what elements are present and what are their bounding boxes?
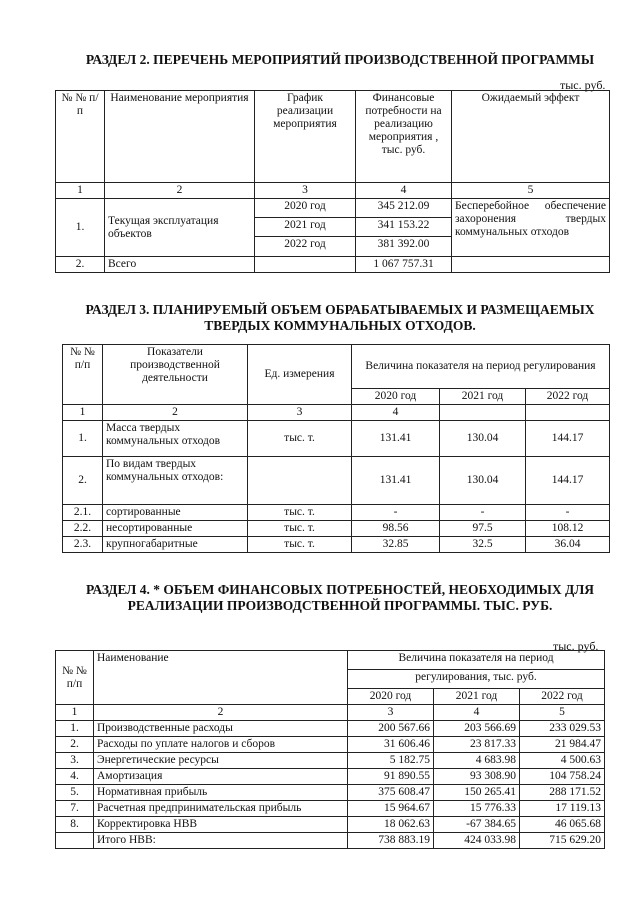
section3-header-row — [63, 345, 610, 389]
row-value: 32.85 — [352, 537, 440, 553]
table-row — [56, 769, 605, 785]
row-num: 8. — [56, 817, 94, 833]
row-value: 200 567.66 — [348, 721, 434, 737]
colnum: 1 — [56, 705, 94, 721]
row-empty — [526, 405, 610, 421]
row-value: 21 984.47 — [520, 737, 605, 753]
table-row — [63, 421, 610, 457]
row-value: 15 776.33 — [434, 801, 520, 817]
table-row — [63, 457, 610, 505]
row-value: 130.04 — [440, 421, 526, 457]
colnum: 2 — [103, 405, 248, 421]
row-value: 5 182.75 — [348, 753, 434, 769]
row-value: 288 171.52 — [520, 785, 605, 801]
header-year: 2020 год — [348, 689, 434, 705]
header-year: 2022 год — [526, 389, 610, 405]
row-value: 18 062.63 — [348, 817, 434, 833]
colnum: 4 — [356, 183, 452, 199]
row-value: 104 758.24 — [520, 769, 605, 785]
colnum: 5 — [520, 705, 605, 721]
row-year: 2022 год — [255, 237, 356, 257]
colnum: 2 — [105, 183, 255, 199]
header-unit: Ед. измерения — [248, 345, 352, 405]
header-fin: Финансовые потребности на реализацию мероприятия , тыс. руб. — [356, 91, 452, 183]
row-unit — [248, 457, 352, 505]
row-effect: Бесперебойное обеспечение захоронения твердых коммунальных отходов — [452, 199, 610, 257]
header-year: 2021 год — [434, 689, 520, 705]
row-value: 424 033.98 — [434, 833, 520, 849]
row-value: 91 890.55 — [348, 769, 434, 785]
row-num: 2. — [56, 257, 105, 273]
row-num: 5. — [56, 785, 94, 801]
colnum: 1 — [63, 405, 103, 421]
row-name: По видам твердых коммунальных отходов: — [103, 457, 248, 505]
table-row — [56, 737, 605, 753]
row-value: 32.5 — [440, 537, 526, 553]
header-period-line1: Величина показателя на период — [348, 651, 605, 670]
header-year: 2021 год — [440, 389, 526, 405]
row-name: Текущая эксплуатация объектов — [105, 199, 255, 257]
row-value: 93 308.90 — [434, 769, 520, 785]
section3-table — [62, 344, 610, 553]
row-name: Масса твердых коммунальных отходов — [103, 421, 248, 457]
row-value: 4 683.98 — [434, 753, 520, 769]
row-value: 36.04 — [526, 537, 610, 553]
row-num: 1. — [56, 721, 94, 737]
table-row — [56, 199, 610, 218]
section2-unit: тыс. руб. — [560, 78, 606, 92]
colnum: 3 — [248, 405, 352, 421]
row-value: 97.5 — [440, 521, 526, 537]
header-schedule: График реализации мероприятия — [255, 91, 356, 183]
row-num: 4. — [56, 769, 94, 785]
row-year: 2021 год — [255, 218, 356, 237]
colnum: 1 — [56, 183, 105, 199]
section3-title-line2: ТВЕРДЫХ КОММУНАЛЬНЫХ ОТХОДОВ. — [204, 318, 476, 333]
row-value: -67 384.65 — [434, 817, 520, 833]
row-value: 233 029.53 — [520, 721, 605, 737]
row-value: 17 119.13 — [520, 801, 605, 817]
colnum: 3 — [348, 705, 434, 721]
section2-table — [55, 90, 610, 273]
header-year: 2022 год — [520, 689, 605, 705]
section4-header-row — [56, 651, 605, 670]
row-unit: тыс. т. — [248, 421, 352, 457]
header-year: 2020 год — [352, 389, 440, 405]
row-name: Расчетная предпринимательская прибыль — [94, 801, 348, 817]
colnum: 4 — [434, 705, 520, 721]
colnum: 3 — [255, 183, 356, 199]
row-value: 375 608.47 — [348, 785, 434, 801]
row-unit: тыс. т. — [248, 521, 352, 537]
row-value: 715 629.20 — [520, 833, 605, 849]
row-empty — [255, 257, 356, 273]
row-num: 1. — [63, 421, 103, 457]
row-value: 345 212.09 — [356, 199, 452, 218]
row-year: 2020 год — [255, 199, 356, 218]
row-value: 131.41 — [352, 421, 440, 457]
row-empty — [440, 405, 526, 421]
header-indicator: Показатели производственной деятельности — [103, 345, 248, 405]
row-value: 98.56 — [352, 521, 440, 537]
row-value: 108.12 — [526, 521, 610, 537]
row-value: 4 500.63 — [520, 753, 605, 769]
row-value: 15 964.67 — [348, 801, 434, 817]
section2-title: РАЗДЕЛ 2. ПЕРЕЧЕНЬ МЕРОПРИЯТИЙ ПРОИЗВОДСТВЕННОЙ ПРОГРАММЫ — [85, 52, 595, 67]
colnum: 5 — [452, 183, 610, 199]
row-num — [56, 833, 94, 849]
row-value: 341 153.22 — [356, 218, 452, 237]
row-name: Амортизация — [94, 769, 348, 785]
row-unit: тыс. т. — [248, 537, 352, 553]
row-value: 144.17 — [526, 457, 610, 505]
section2-header-row — [56, 91, 610, 183]
row-value: 144.17 — [526, 421, 610, 457]
table-row — [56, 753, 605, 769]
row-value: 23 817.33 — [434, 737, 520, 753]
section4-colnum-row — [56, 705, 605, 721]
section2-colnum-row — [56, 183, 610, 199]
row-num: 1. — [56, 199, 105, 257]
row-name: Всего — [105, 257, 255, 273]
row-value: 381 392.00 — [356, 237, 452, 257]
table-row — [56, 817, 605, 833]
row-value: 1 067 757.31 — [356, 257, 452, 273]
header-name: Наименование мероприятия — [105, 91, 255, 183]
row-value: 46 065.68 — [520, 817, 605, 833]
row-value: 203 566.69 — [434, 721, 520, 737]
row-name: сортированные — [103, 505, 248, 521]
row-num: 2.1. — [63, 505, 103, 521]
row-name: Итого НВВ: — [94, 833, 348, 849]
row-name: крупногабаритные — [103, 537, 248, 553]
row-value: - — [352, 505, 440, 521]
colnum: 2 — [94, 705, 348, 721]
colnum: 4 — [352, 405, 440, 421]
table-row — [56, 257, 610, 273]
row-value: 31 606.46 — [348, 737, 434, 753]
section4-unit: тыс. руб. — [553, 639, 599, 653]
header-effect: Ожидаемый эффект — [452, 91, 610, 183]
table-row — [63, 505, 610, 521]
row-name: Расходы по уплате налогов и сборов — [94, 737, 348, 753]
row-num: 2. — [56, 737, 94, 753]
table-row — [56, 785, 605, 801]
table-row — [63, 537, 610, 553]
row-num: 2.2. — [63, 521, 103, 537]
row-value: 130.04 — [440, 457, 526, 505]
table-row — [63, 521, 610, 537]
header-num: № № п/п — [63, 345, 103, 405]
row-name: несортированные — [103, 521, 248, 537]
header-period-line2: регулирования, тыс. руб. — [348, 670, 605, 689]
table-row — [56, 721, 605, 737]
section3-colnum-row — [63, 405, 610, 421]
row-name: Энергетические ресурсы — [94, 753, 348, 769]
row-name: Нормативная прибыль — [94, 785, 348, 801]
section4-table — [55, 650, 605, 849]
section4-title-line1: РАЗДЕЛ 4. * ОБЪЕМ ФИНАНСОВЫХ ПОТРЕБНОСТЕЙ, НЕОБХОДИМЫХ ДЛЯ — [85, 582, 595, 597]
row-num: 3. — [56, 753, 94, 769]
table-row-total — [56, 833, 605, 849]
header-name: Наименование — [94, 651, 348, 705]
table-row — [56, 801, 605, 817]
section4-title-line2: РЕАЛИЗАЦИИ ПРОИЗВОДСТВЕННОЙ ПРОГРАММЫ. ТЫС. РУБ. — [127, 598, 553, 613]
row-num: 7. — [56, 801, 94, 817]
header-num: № № п/п — [56, 651, 94, 705]
row-num: 2. — [63, 457, 103, 505]
header-num: № № п/п — [56, 91, 105, 183]
row-value: 738 883.19 — [348, 833, 434, 849]
header-period: Величина показателя на период регулирования — [352, 345, 610, 389]
row-value: 150 265.41 — [434, 785, 520, 801]
row-name: Производственные расходы — [94, 721, 348, 737]
row-unit: тыс. т. — [248, 505, 352, 521]
row-value: 131.41 — [352, 457, 440, 505]
row-empty — [452, 257, 610, 273]
row-name: Корректировка НВВ — [94, 817, 348, 833]
row-value: - — [440, 505, 526, 521]
row-num: 2.3. — [63, 537, 103, 553]
row-value: - — [526, 505, 610, 521]
section3-title-line1: РАЗДЕЛ 3. ПЛАНИРУЕМЫЙ ОБЪЕМ ОБРАБАТЫВАЕМЫХ И РАЗМЕЩАЕМЫХ — [85, 302, 595, 317]
